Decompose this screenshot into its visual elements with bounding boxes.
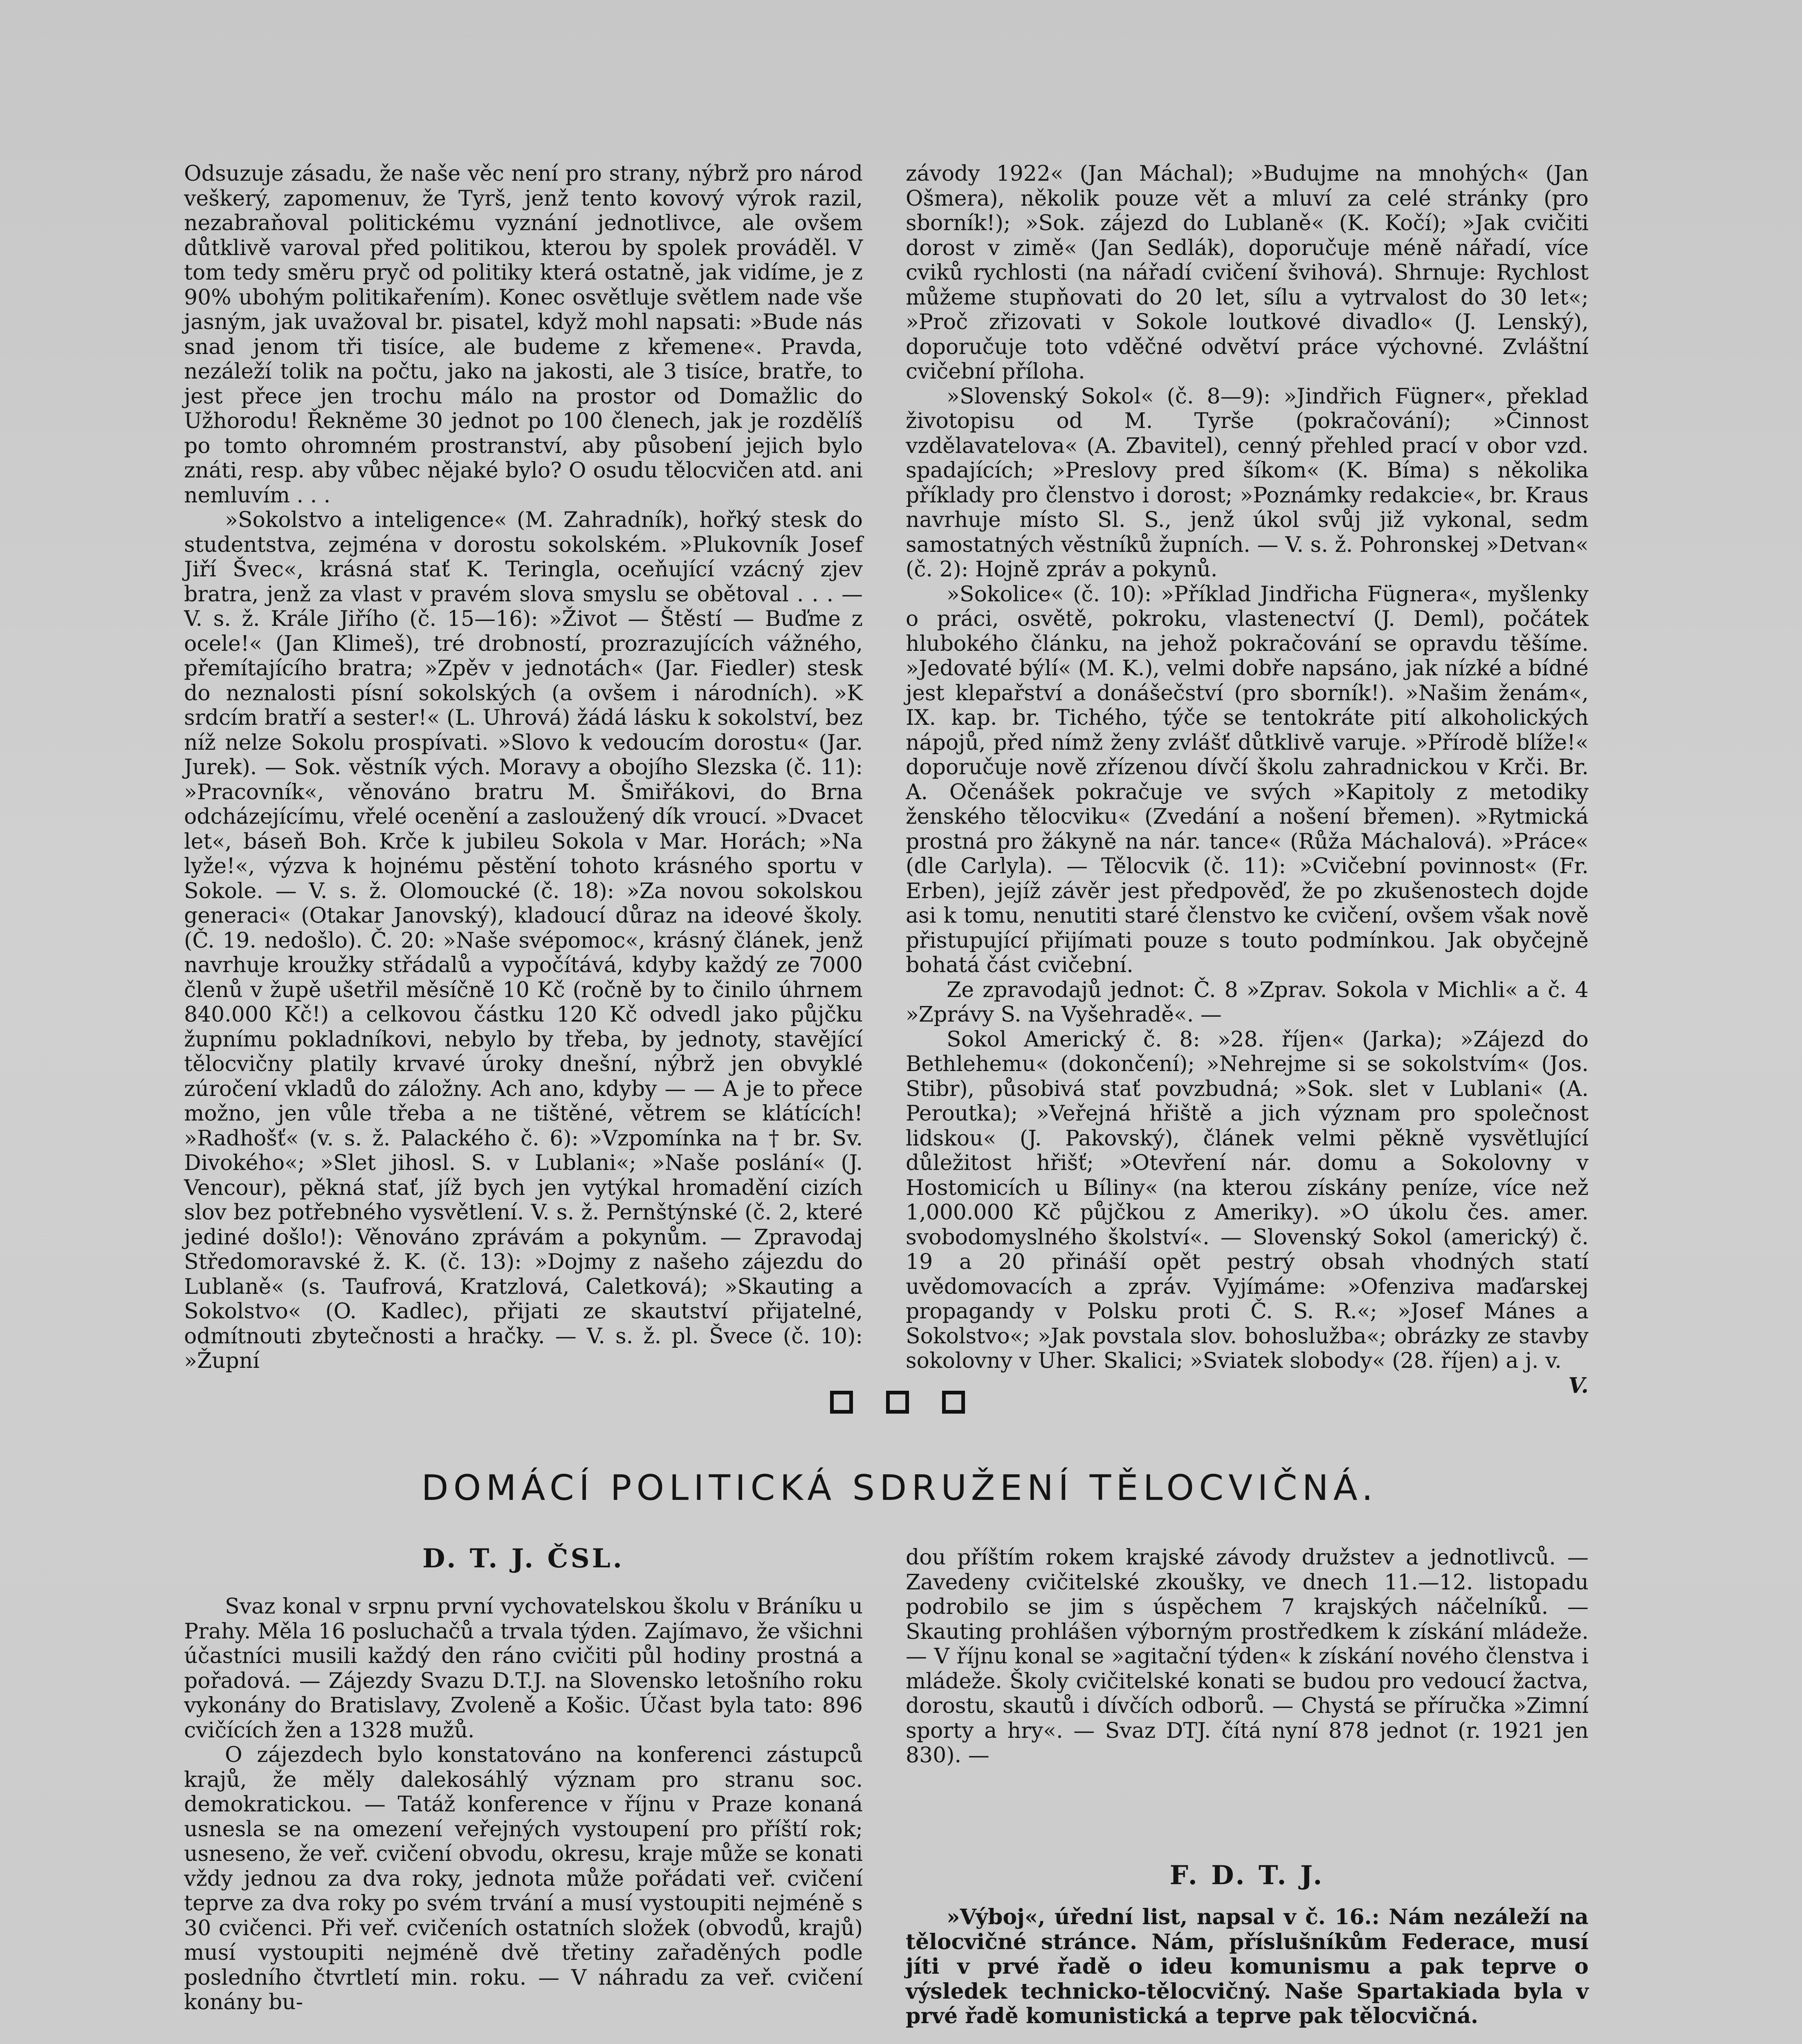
section-separator (830, 1388, 965, 1416)
fdtj-column (906, 1905, 1589, 2029)
review-left-column (184, 161, 863, 1374)
paragraph: Sokol Americký č. 8: »28. říjen« (Jarka); »Zájezd do Bethlehemu« (dokončení); »Nehrejme si se sokolstvím« (Jos. Stibr), působivá stať povzbudná; »Sok. slet v Lublani« (A. Peroutka); »Veřejná hřiště a jich význam pro společnost lidskou« (J. Pakovský), článek velmi pěkně vysvětlující důležitost hřišť; »Otevření nár. domu a Sokolovny v Hostomicích u Bíliny« (na kterou získány peníze, více než 1,000.000 Kč půjčkou z Ameriky). »O úkolu čes. amer. svobodomyslného školství«. — Slovenský Sokol (americký) č. 19 a 20 přináší opět pestrý obsah vhodných statí uvědomovacích a zpráv. Vyjímáme: »Ofenziva maďarskej propagandy v Polsku proti Č. S. R.«; »Josef Mánes a Sokolstvo«; »Jak povstala slov. bohoslužba«; obrázky ze stavby sokolovny v Uher. Skalici; »Sviatek slobody« (28. říjen) a j. v. (906, 1027, 1589, 1373)
square-ornament-icon (942, 1391, 965, 1414)
paragraph: dou příštím rokem krajské závody družstev a jednotlivců. — Zavedeny cvičitelské zkoušky, ve dnech 11.—12. listopadu podrobilo se jim s úspěchem 7 krajských náčelníků. — Skauting prohlášen výborným prostředkem k získání mládeže. — V říjnu konal se »agitační týden« k získání nového členstva i mládeže. Školy cvičitelské konati se budou pro vedoucí žactva, dorostu, skautů i dívčích odborů. — Chystá se příručka »Zimní sporty a hry«. — Svaz DTJ. čítá nyní 878 jednot (r. 1921 jen 830). — (906, 1545, 1589, 1768)
paragraph: »Sokolstvo a inteligence« (M. Zahradník), hořký stesk do studentstva, zejména v dorostu sokolském. »Plukovník Josef Jiří Švec«, krásná stať K. Teringla, oceňující vzácný zjev bratra, jenž za vlast v pravém slova smyslu se obětoval . . . — V. s. ž. Krále Jiřího (č. 15—16): »Život — Štěstí — Buďme z ocele!« (Jan Klimeš), tré drobností, prozrazujících vážného, přemítajícího bratra; »Zpěv v jednotách« (Jar. Fiedler) stesk do neznalosti písní sokolských (a ovšem i národních). »K srdcím bratří a sester!« (L. Uhrová) žádá lásku k sokolství, bez níž nelze Sokolu prospívati. »Slovo k vedoucím dorostu« (Jar. Jurek). — Sok. věstník vých. Moravy a obojího Slezska (č. 11): »Pracovník«, věnováno bratru M. Šmiřákovi, do Brna odcházejícímu, vřelé ocenění a zasloužený dík vroucí. »Dvacet let«, báseň Boh. Krče k jubileu Sokola v Mar. Horách; »Na lyže!«, výzva k hojnému pěstění tohoto krásného sportu v Sokole. — V. s. ž. Olomoucké (č. 18): »Za novou sokolskou generaci« (Otakar Janovský), kladoucí důraz na ideové školy. (Č. 19. nedošlo). Č. 20: »Naše svépomoc«, krásný článek, jenž navrhuje kroužky střádalů a vypočítává, kdyby každý ze 7000 členů v župě ušetřil měsíčně 10 Kč (ročně by to činilo úhrnem 840.000 Kč!) a celkovou částku 120 Kč odvedl jako půjčku župnímu pokladníkovi, nebylo by třeba, by jednoty, stavějící tělocvičny platily krvavé úroky dnešní, nýbrž jen obvyklé zúročení vkladů do záložny. Ach ano, kdyby — — A je to přece možno, jen vůle třeba a ne tištěné, větrem se klátících! »Radhošť« (v. s. ž. Palackého č. 6): »Vzpomínka na † br. Sv. Divokého«; »Slet jihosl. S. v Lublani«; »Naše poslání« (J. Vencour), pěkná stať, jíž bych jen vytýkal hromadění cizích slov bez potřebného vysvětlení. V. s. ž. Pernštýnské (č. 2, které jediné došlo!): Věnováno zprávám a pokynům. — Zpravodaj Středomoravské ž. K. (č. 13): »Dojmy z našeho zájezdu do Lublaně« (s. Taufrová, Kratzlová, Caletková); »Skauting a Sokolstvo« (O. Kadlec), přijati ze skautství přijatelné, odmítnouti zbytečnosti a hračky. — V. s. ž. pl. Švece (č. 10): »Župní (184, 508, 863, 1373)
paragraph: »Výboj«, úřední list, napsal v č. 16.: Nám nezáleží na tělocvičné stránce. Nám, příslušníkům Federace, musí jíti v prvé řadě o ideu komunismu a pak teprve o výsledek technicko-tělocvičný. Naše Spartakiada byla v prvé řadě komunistická a teprve pak tělocvičná. (906, 1905, 1589, 2028)
square-ornament-icon (886, 1391, 909, 1414)
section-title: DOMÁCÍ POLITICKÁ SDRUŽENÍ TĚLOCVIČNÁ. (421, 1468, 1378, 1508)
paragraph: Odsuzuje zásadu, že naše věc není pro strany, nýbrž pro národ veškerý, zapomenuv, že Tyrš, jenž tento kovový výrok razil, nezabraňoval politickému vyznání jednotlivce, ale ovšem důtklivě varoval před politikou, kterou by spolek prováděl. V tom tedy směru pryč od politiky která ostatně, jak vidíme, je z 90% ubohým politikařením). Konec osvětluje světlem nade vše jasným, jak uvažoval br. pisatel, když mohl napsati: »Bude nás snad jenom tři tisíce, ale budeme z křemene«. Pravda, nezáleží tolik na počtu, jako na jakosti, ale 3 tisíce, bratře, to jest přece jen trochu málo na prostor od Domažlic do Užhorodu! Řekněme 30 jednot po 100 členech, jak je rozdělíš po tomto ohromném prostranství, aby působení jejich bylo znáti, resp. aby vůbec nějaké bylo? O osudu tělocvičen atd. ani nemluvím . . . (184, 161, 863, 508)
dtj-right-column (906, 1545, 1589, 1768)
paragraph: »Slovenský Sokol« (č. 8—9): »Jindřich Fügner«, překlad životopisu od M. Tyrše (pokračování); »Činnost vzdělavatelova« (A. Zbavitel), cenný přehled prací v obor vzd. spadajících; »Preslovy pred šíkom« (K. Bíma) s několika příklady pro členstvo i dorost; »Poznámky redakcie«, br. Kraus navrhuje místo Sl. S., jenž úkol svůj již vykonal, sedm samostatných věstníků župních. — V. s. ž. Pohronskej »Detvan« (č. 2): Hojně zpráv a pokynů. (906, 384, 1589, 582)
paragraph: »Sokolice« (č. 10): »Příklad Jindřicha Fügnera«, myšlenky o práci, osvětě, pokroku, vlastenectví (J. Deml), počátek hlubokého článku, na jehož pokračování se opravdu těšíme. »Jedovaté býlí« (M. K.), velmi dobře napsáno, jak nízké a bídné jest klepařství a donášečství (pro sborník!). »Našim ženám«, IX. kap. br. Tichého, týče se tentokráte pití alkoholických nápojů, před nímž ženy zvlášť důtklivě varuje. »Přírodě blíže!« doporučuje nově zřízenou dívčí školu zahradnickou v Krči. Br. A. Očenášek pokračuje ve svých »Kapitoly z metodiky ženského tělocviku« (Zvedání a nošení břemen). »Rytmická prostná pro žákyně na nár. tance« (Růža Máchalová). »Práce« (dle Carlyla). — Tělocvik (č. 11): »Cvičební povinnost« (Fr. Erben), jejíž závěr jest předpověď, že po zkušenostech dojde asi k tomu, nenutiti staré členstvo ke cvičení, ovšem však nově přistupující přijímati pouze s touto podmínkou. Jak obyčejně bohatá část cvičební. (906, 582, 1589, 977)
paragraph: Svaz konal v srpnu první vychovatelskou školu v Bráníku u Prahy. Měla 16 posluchačů a trvala týden. Zajímavo, že všichni účastníci musili každý den ráno cvičiti půl hodiny prostná a pořadová. — Zájezdy Svazu D.T.J. na Slovensko letošního roku vykonány do Bratislavy, Zvoleně a Košic. Účast byla tato: 896 cvičících žen a 1328 mužů. (184, 1594, 863, 1743)
paragraph: O zájezdech bylo konstatováno na konferenci zástupců krajů, že měly dalekosáhlý význam pro stranu soc. demokratickou. — Tatáž konference v říjnu v Praze konaná usnesla se na omezení veřejných vystoupení pro příští rok; usneseno, že veř. cvičení obvodu, okresu, kraje může se konati vždy jednou za dva roky, jednota může pořádati veř. cvičení teprve za dva roky po svém trvání a musí vystoupiti nejméně s 30 cvičenci. Při veř. cvičeních ostatních složek (obvodů, krajů) musí vystoupiti nejméně dvě třetiny zařaděných podle posledního čtvrtletí min. roku. — V náhradu za veř. cvičení konány bu- (184, 1743, 863, 2015)
fdtj-heading: F. D. T. J. (1169, 1860, 1325, 1891)
square-ornament-icon (830, 1391, 853, 1414)
review-right-column (906, 161, 1589, 1398)
author-signature: V. (1568, 1373, 1589, 1398)
dtj-left-column (184, 1594, 863, 2015)
paragraph: Ze zpravodajů jednot: Č. 8 »Zprav. Sokola v Michli« a č. 4 »Zprávy S. na Vyšehradě«. — (906, 977, 1589, 1027)
paragraph: závody 1922« (Jan Máchal); »Budujme na mnohých« (Jan Ošmera), několik pouze vět a mluví za celé stránky (pro sborník!); »Sok. zájezd do Lublaně« (K. Kočí); »Jak cvičiti dorost v zimě« (Jan Sedlák), doporučuje méně nářadí, více cviků rychlosti (na nářadí cvičení švihová). Shrnuje: Rychlost můžeme stupňovati do 20 let, sílu a vytrvalost do 30 let«; »Proč zřizovati v Sokole loutkové divadlo« (J. Lenský), doporučuje toto vděčné odvětví práce výchovné. Zvláštní cvičební příloha. (906, 161, 1589, 384)
dtj-heading: D. T. J. ČSL. (422, 1543, 625, 1574)
